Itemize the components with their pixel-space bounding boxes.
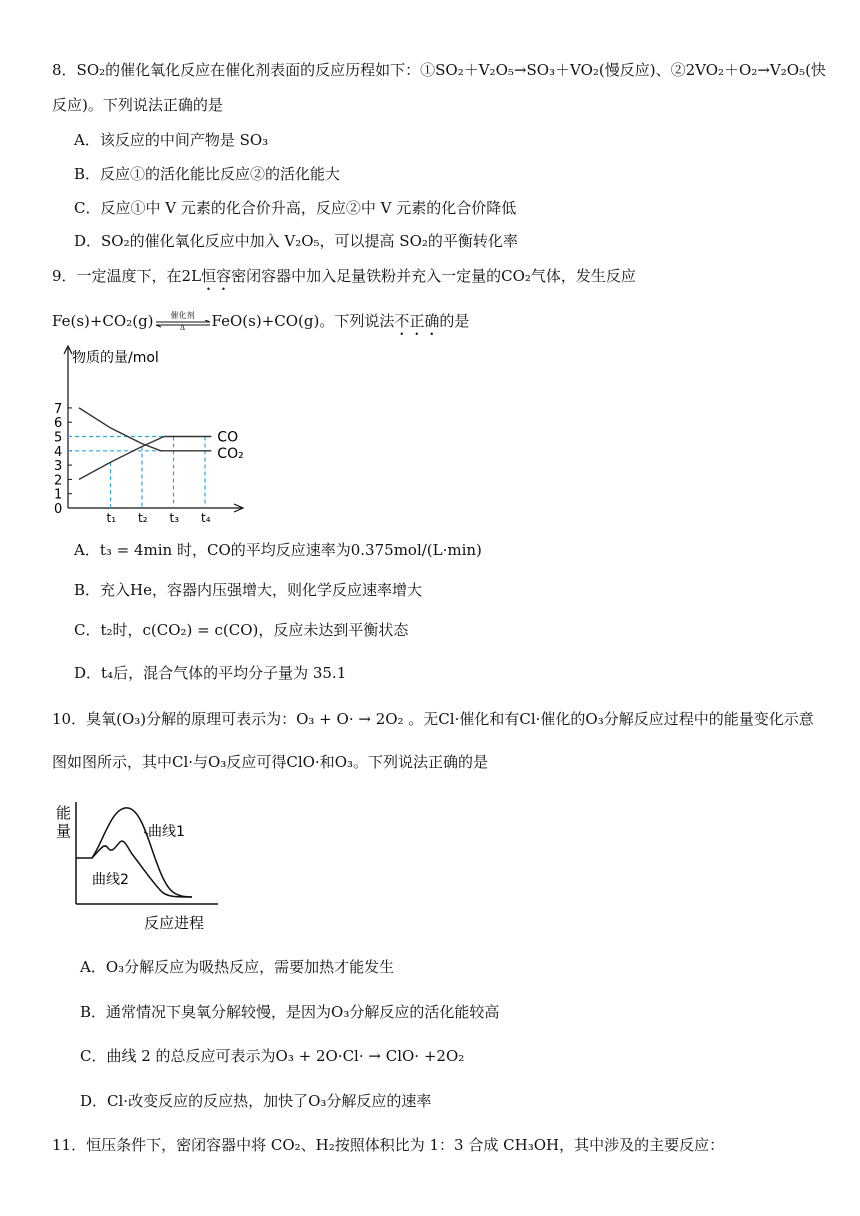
q10-option-d: D．Cl·改变反应的反应热，加快了O₃分解反应的速率 (80, 1092, 432, 1110)
chart-y-tick-label: 0 (54, 502, 63, 517)
q8-option-d: D．SO₂的催化氧化反应中加入 V₂O₅，可以提高 SO₂的平衡转化率 (74, 232, 518, 250)
chart-y-tick-label: 3 (54, 459, 63, 475)
chart-y-tick-label: 6 (54, 416, 63, 432)
q11-stem-line1: 11．恒压条件下，密闭容器中将 CO₂、H₂按照体积比为 1：3 合成 CH₃OH，其中涉及的主要反应： (52, 1136, 725, 1154)
equation-products: FeO(s)+CO(g) (211, 312, 320, 330)
equation-reactants: Fe(s)+CO₂(g) (52, 312, 154, 330)
energy-y-label-1: 能 (56, 804, 72, 822)
chart-x-tick-label: t₂ (138, 511, 148, 525)
q8-option-c: C．反应①中 V 元素的化合价升高，反应②中 V 元素的化合价降低 (74, 199, 517, 217)
chart-series-label: CO₂ (217, 445, 244, 462)
curve-2-label: 曲线2 (92, 872, 129, 888)
chart-y-tick-label: 5 (54, 430, 63, 446)
chart-x-tick-label: t₄ (201, 511, 211, 525)
q9-equation: Fe(s)+CO₂(g) 催化剂 Δ FeO(s)+CO(g)。下列说法不正确的是 (52, 311, 470, 332)
q8-stem-line2: 反应)。下列说法正确的是 (52, 96, 223, 114)
q9-option-b: B．充入He，容器内压强增大，则化学反应速率增大 (74, 581, 422, 599)
chart-y-label: 物质的量/mol (72, 350, 159, 366)
energy-curve-2 (92, 841, 192, 897)
q10-stem-line1: 10．臭氧(O₃)分解的原理可表示为：O₃ + O· → 2O₂ 。无Cl·催化和有Cl·催化的O₃分解反应过程中的能量变化示意 (52, 710, 814, 728)
chart-series-label: CO (217, 429, 239, 446)
chart-y-tick-label: 4 (54, 444, 63, 460)
amount-time-chart (46, 342, 256, 532)
energy-diagram (52, 798, 222, 933)
q9-option-d: D．t₄后，混合气体的平均分子量为 35.1 (74, 664, 347, 682)
q10-option-a: A．O₃分解反应为吸热反应，需要加热才能发生 (80, 958, 395, 976)
chart-y-tick-label: 7 (54, 401, 63, 417)
q10-option-b: B．通常情况下臭氧分解较慢，是因为O₃分解反应的活化能较高 (80, 1003, 500, 1021)
q9-option-c: C．t₂时，c(CO₂) = c(CO)，反应未达到平衡状态 (74, 621, 409, 639)
q8-stem-line1: 8．SO₂的催化氧化反应在催化剂表面的反应历程如下：①SO₂＋V₂O₅→SO₃＋VO₂(慢反应)、②2VO₂＋O₂→V₂O₅(快 (52, 61, 826, 79)
curve-1-label: 曲线1 (148, 824, 185, 840)
chart-x-tick-label: t₃ (169, 511, 180, 525)
q9-stem-line1: 9．一定温度下，在2L恒容密闭容器中加入足量铁粉并充入一定量的CO₂气体，发生反应 (52, 267, 636, 285)
chart-series-line-1 (79, 408, 211, 451)
q10-option-c: C．曲线 2 的总反应可表示为O₃ + 2O·Cl· → ClO· +2O₂ (80, 1047, 465, 1065)
energy-y-label-2: 量 (56, 822, 72, 840)
energy-x-label: 反应进程 (144, 914, 205, 932)
chart-y-tick-label: 1 (54, 487, 63, 503)
equilibrium-arrow: 催化剂 Δ (154, 312, 212, 332)
q8-option-a: A．该反应的中间产物是 SO₃ (74, 131, 269, 149)
q10-stem-line2: 图如图所示，其中Cl·与O₃反应可得ClO·和O₃。下列说法正确的是 (52, 753, 489, 771)
chart-series-line-0 (79, 437, 211, 480)
q8-option-b: B．反应①的活化能比反应②的活化能大 (74, 165, 341, 183)
q9-option-a: A．t₃ = 4min 时，CO的平均反应速率为0.375mol/(L·min) (74, 541, 482, 559)
chart-x-tick-label: t₁ (106, 511, 117, 525)
chart-y-tick-label: 2 (54, 473, 63, 489)
